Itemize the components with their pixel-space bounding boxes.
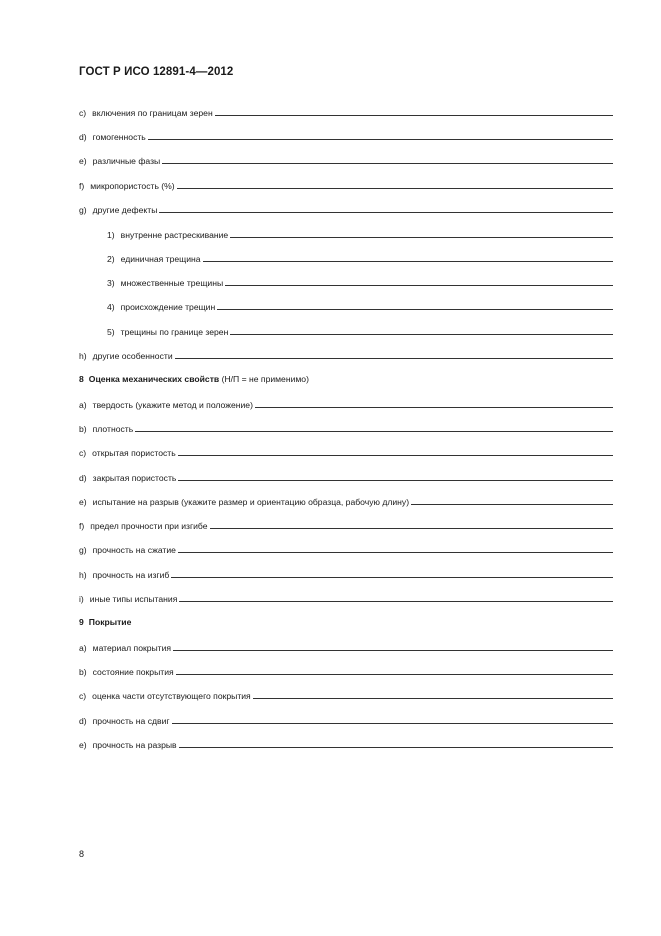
item-label: прочность на разрыв — [92, 740, 177, 750]
item-marker: g) — [79, 545, 87, 555]
item-label: твердость (укажите метод и положение) — [92, 400, 253, 410]
item-label: различные фазы — [92, 156, 161, 166]
item-marker: c) — [79, 691, 87, 701]
fill-in-line[interactable] — [135, 422, 613, 432]
fill-in-line[interactable] — [178, 543, 613, 553]
item-label: материал покрытия — [92, 643, 172, 653]
list-item — [79, 714, 613, 726]
item-marker: 4) — [107, 302, 115, 312]
item-label: включения по границам зерен — [92, 108, 213, 118]
item-label: прочность на сдвиг — [92, 716, 170, 726]
list-item — [79, 446, 613, 458]
fill-in-line[interactable] — [179, 592, 613, 602]
item-label: оценка части отсутствующего покрытия — [92, 691, 251, 701]
section-number: 9 — [79, 617, 84, 627]
fill-in-line[interactable] — [230, 228, 613, 238]
item-label: множественные трещины — [120, 278, 224, 288]
section-note: (Н/П = не применимо) — [221, 374, 309, 384]
list-item — [79, 106, 613, 118]
fill-in-line[interactable] — [411, 495, 613, 505]
list-item — [79, 471, 613, 483]
section-number: 8 — [79, 374, 84, 384]
list-item — [79, 422, 613, 434]
list-item — [79, 568, 613, 580]
page-number: 8 — [79, 849, 85, 859]
item-label: внутренне растрескивание — [120, 230, 229, 240]
sub-list-item — [107, 325, 613, 337]
fill-in-line[interactable] — [230, 325, 613, 335]
item-label: состояние покрытия — [92, 667, 174, 677]
item-marker: 1) — [107, 230, 115, 240]
item-label: испытание на разрыв (укажите размер и ориентацию образца, рабочую длину) — [92, 497, 410, 507]
fill-in-line[interactable] — [179, 738, 613, 748]
fill-in-line[interactable] — [178, 446, 613, 456]
item-marker: b) — [79, 667, 87, 677]
list-item — [79, 689, 613, 701]
item-marker: 3) — [107, 278, 115, 288]
item-marker: a) — [79, 643, 87, 653]
item-label: открытая пористость — [92, 448, 176, 458]
item-marker: 5) — [107, 327, 115, 337]
item-label: происхождение трещин — [120, 302, 216, 312]
list-item — [79, 130, 613, 142]
item-marker: d) — [79, 473, 87, 483]
item-marker: 2) — [107, 254, 115, 264]
list-item — [79, 179, 613, 191]
section-8-heading — [79, 373, 309, 385]
sub-list-item — [107, 300, 613, 312]
list-item — [79, 543, 613, 555]
section-9-heading — [79, 616, 131, 628]
item-marker: a) — [79, 400, 87, 410]
fill-in-line[interactable] — [217, 300, 613, 310]
item-marker: e) — [79, 497, 87, 507]
item-label: другие дефекты — [92, 205, 158, 215]
item-label: прочность на сжатие — [92, 545, 176, 555]
item-marker: b) — [79, 424, 87, 434]
item-label: предел прочности при изгибе — [90, 521, 208, 531]
list-item — [79, 495, 613, 507]
item-marker: h) — [79, 351, 87, 361]
item-label: закрытая пористость — [92, 473, 177, 483]
fill-in-line[interactable] — [178, 471, 613, 481]
sub-list-item — [107, 276, 613, 288]
fill-in-line[interactable] — [253, 689, 613, 699]
fill-in-line[interactable] — [159, 203, 613, 213]
fill-in-line[interactable] — [172, 714, 613, 724]
item-label: гомогенность — [92, 132, 146, 142]
fill-in-line[interactable] — [215, 106, 613, 116]
item-marker: c) — [79, 108, 87, 118]
fill-in-line[interactable] — [175, 349, 613, 359]
item-marker: e) — [79, 156, 87, 166]
section-title: Оценка механических свойств — [88, 374, 220, 384]
sub-list-item — [107, 252, 613, 264]
list-item — [79, 398, 613, 410]
sub-list-item — [107, 228, 613, 240]
fill-in-line[interactable] — [176, 665, 613, 675]
item-label: микропористость (%) — [90, 181, 175, 191]
fill-in-line[interactable] — [203, 252, 613, 262]
item-marker: f) — [79, 181, 85, 191]
item-marker: i) — [79, 594, 84, 604]
list-item — [79, 738, 613, 750]
item-label: трещины по границе зерен — [120, 327, 229, 337]
fill-in-line[interactable] — [177, 179, 613, 189]
item-marker: f) — [79, 521, 85, 531]
item-marker: d) — [79, 716, 87, 726]
item-marker: c) — [79, 448, 87, 458]
item-marker: d) — [79, 132, 87, 142]
item-label: иные типы испытания — [89, 594, 178, 604]
item-marker: e) — [79, 740, 87, 750]
fill-in-line[interactable] — [171, 568, 613, 578]
fill-in-line[interactable] — [162, 154, 613, 164]
list-item — [79, 349, 613, 361]
item-label: плотность — [92, 424, 134, 434]
fill-in-line[interactable] — [148, 130, 613, 140]
fill-in-line[interactable] — [210, 519, 613, 529]
fill-in-line[interactable] — [225, 276, 613, 286]
item-marker: h) — [79, 570, 87, 580]
list-item — [79, 519, 613, 531]
item-label: прочность на изгиб — [92, 570, 170, 580]
item-marker: g) — [79, 205, 87, 215]
item-label: единичная трещина — [120, 254, 201, 264]
list-item — [79, 665, 613, 677]
document-title: ГОСТ Р ИСО 12891-4—2012 — [79, 66, 234, 78]
section-title: Покрытие — [88, 617, 132, 627]
fill-in-line[interactable] — [173, 641, 613, 651]
list-item — [79, 641, 613, 653]
fill-in-line[interactable] — [255, 398, 613, 408]
list-item — [79, 592, 613, 604]
item-label: другие особенности — [92, 351, 173, 361]
list-item — [79, 203, 613, 215]
list-item — [79, 154, 613, 166]
